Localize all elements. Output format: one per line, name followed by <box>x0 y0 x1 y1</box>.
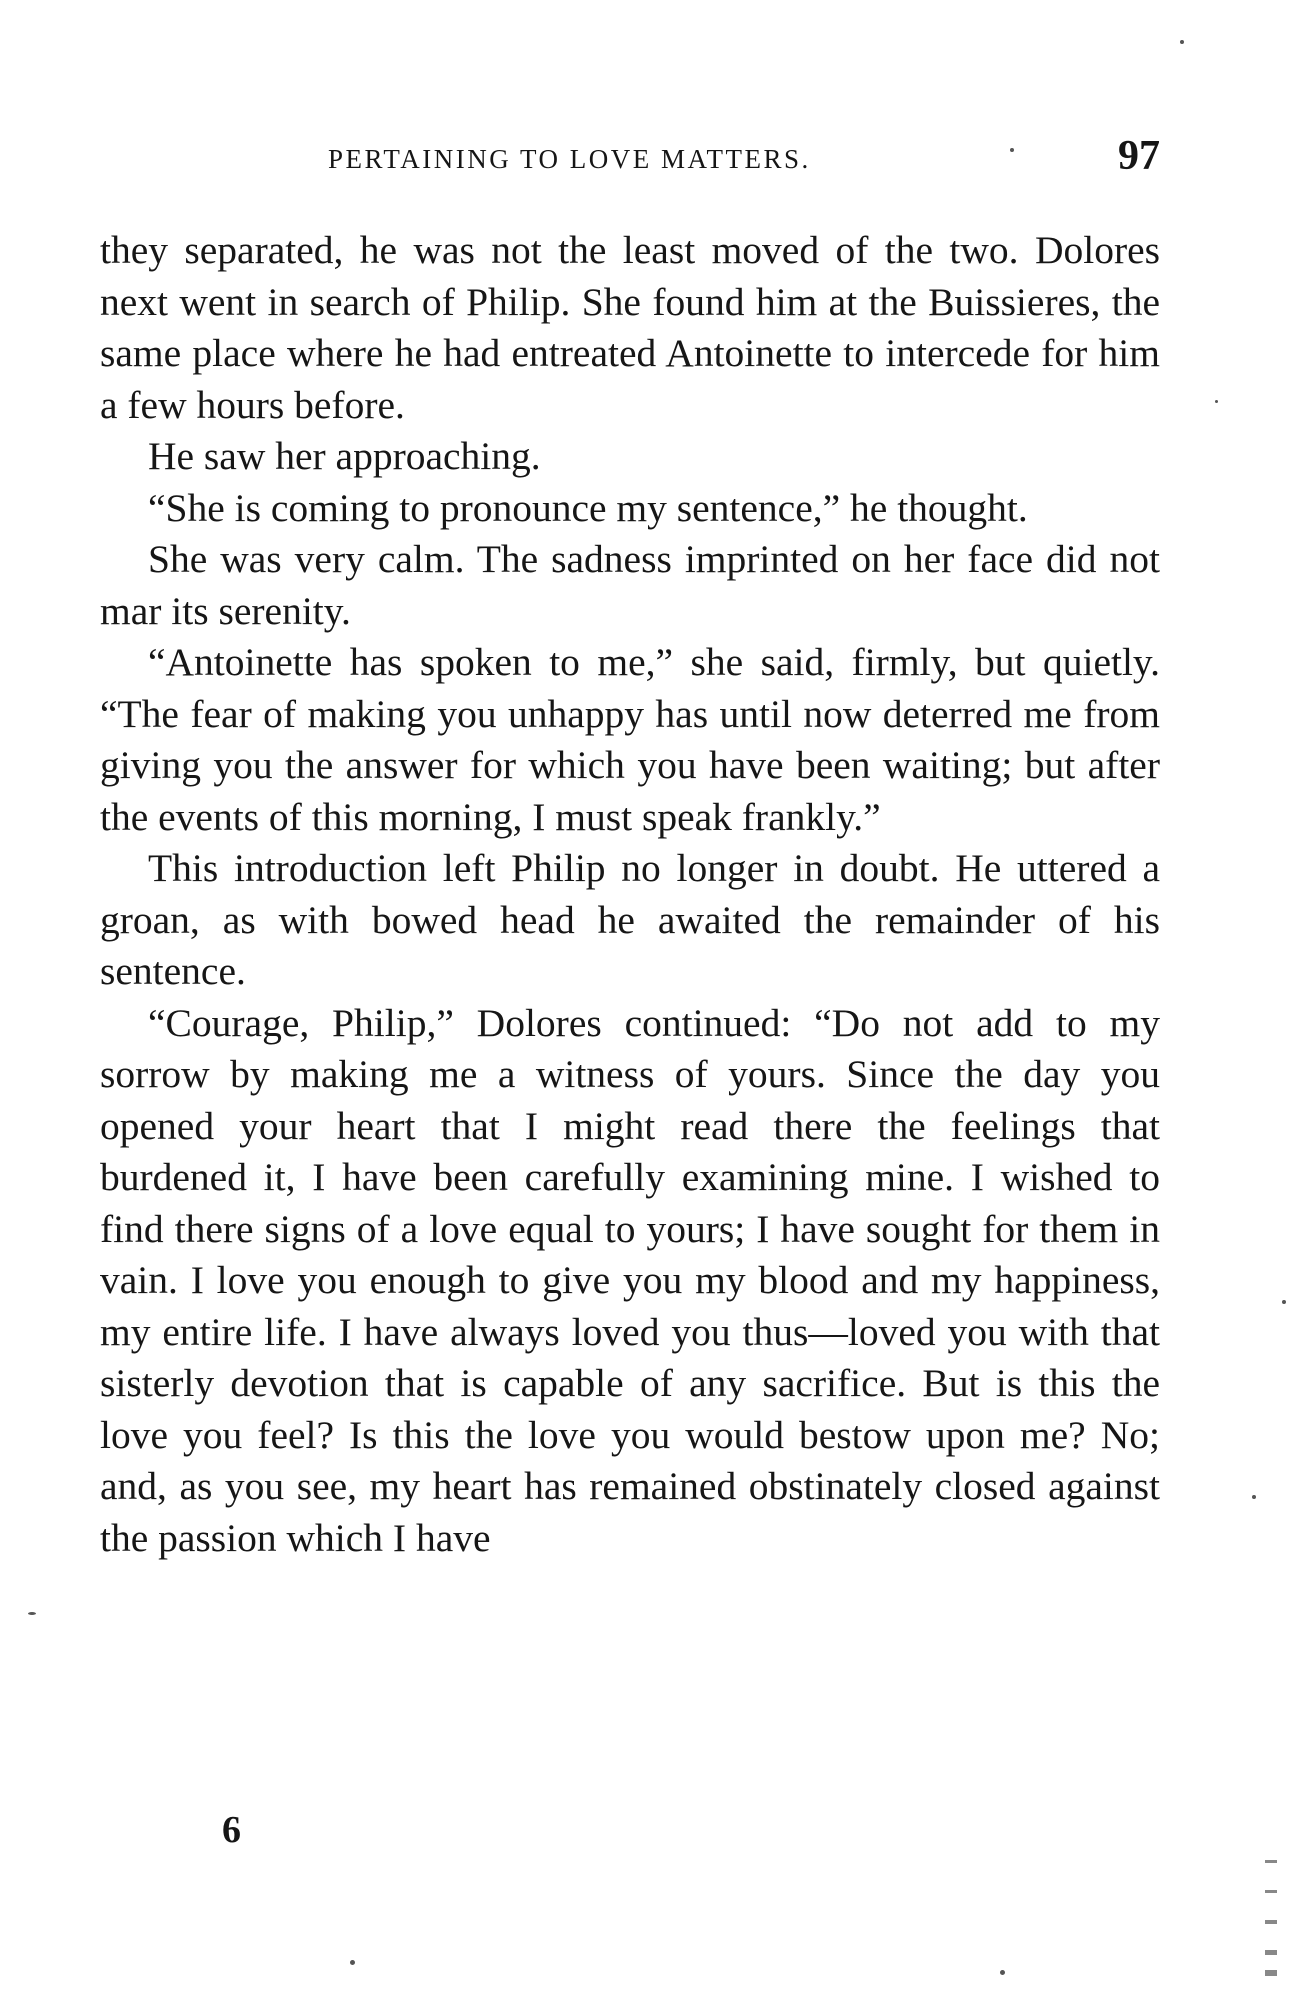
page-header <box>100 132 1160 182</box>
page-number: 97 <box>1118 133 1160 179</box>
scan-speck <box>1282 1300 1286 1304</box>
running-head: PERTAINING TO LOVE MATTERS. <box>328 144 811 174</box>
scan-edge-marks <box>1265 1860 1279 1980</box>
scan-speck <box>1000 1970 1005 1975</box>
paragraph: they separated, he was not the least moved of the two. Dolores next went in search of Philip. She found him at the Buissieres, the same place where he had entreated Antoinette to intercede for him a few hours before. <box>100 228 1160 427</box>
paragraph: This introduction left Philip no longer in doubt. He uttered a groan, as with bowed head he awaited the remainder of his sentence. <box>100 846 1160 993</box>
paragraph: She was very calm. The sadness imprinted on her face did not mar its serenity. <box>100 537 1160 633</box>
paragraph: “Courage, Philip,” Dolores continued: “Do not add to my sorrow by making me a witness of yours. Since the day you opened your heart that I might read there the feelings that burdened it, I have been carefully examining mine. I wished to find there signs of a love equal to yours; I have sought for them in vain. I love you enough to give you my blood and my happiness, my entire life. I have always loved you thus—loved you with that sisterly devotion that is capable of any sacrifice. But is this the love you feel? Is this the love you would bestow upon me? No; and, as you see, my heart has remained obstinately closed against the passion which I have <box>100 1000 1160 1560</box>
scan-speck <box>28 1612 36 1615</box>
paragraph: He saw her approaching. <box>148 434 541 478</box>
scan-speck <box>350 1960 355 1965</box>
body-text <box>100 225 1160 1564</box>
scan-speck <box>1252 1495 1256 1499</box>
scan-speck <box>1010 148 1014 152</box>
scan-speck <box>1215 400 1218 403</box>
paragraph: “She is coming to pronounce my sentence,” he thought. <box>148 485 1028 530</box>
paragraph: “Antoinette has spoken to me,” she said, firmly, but quietly. “The fear of making you unhappy has until now deterred me from giving you the answer for which you have been waiting; but after the events of this morning, I must speak frankly.” <box>100 640 1160 839</box>
signature-mark: 6 <box>222 1809 241 1851</box>
scan-speck <box>1180 40 1184 44</box>
